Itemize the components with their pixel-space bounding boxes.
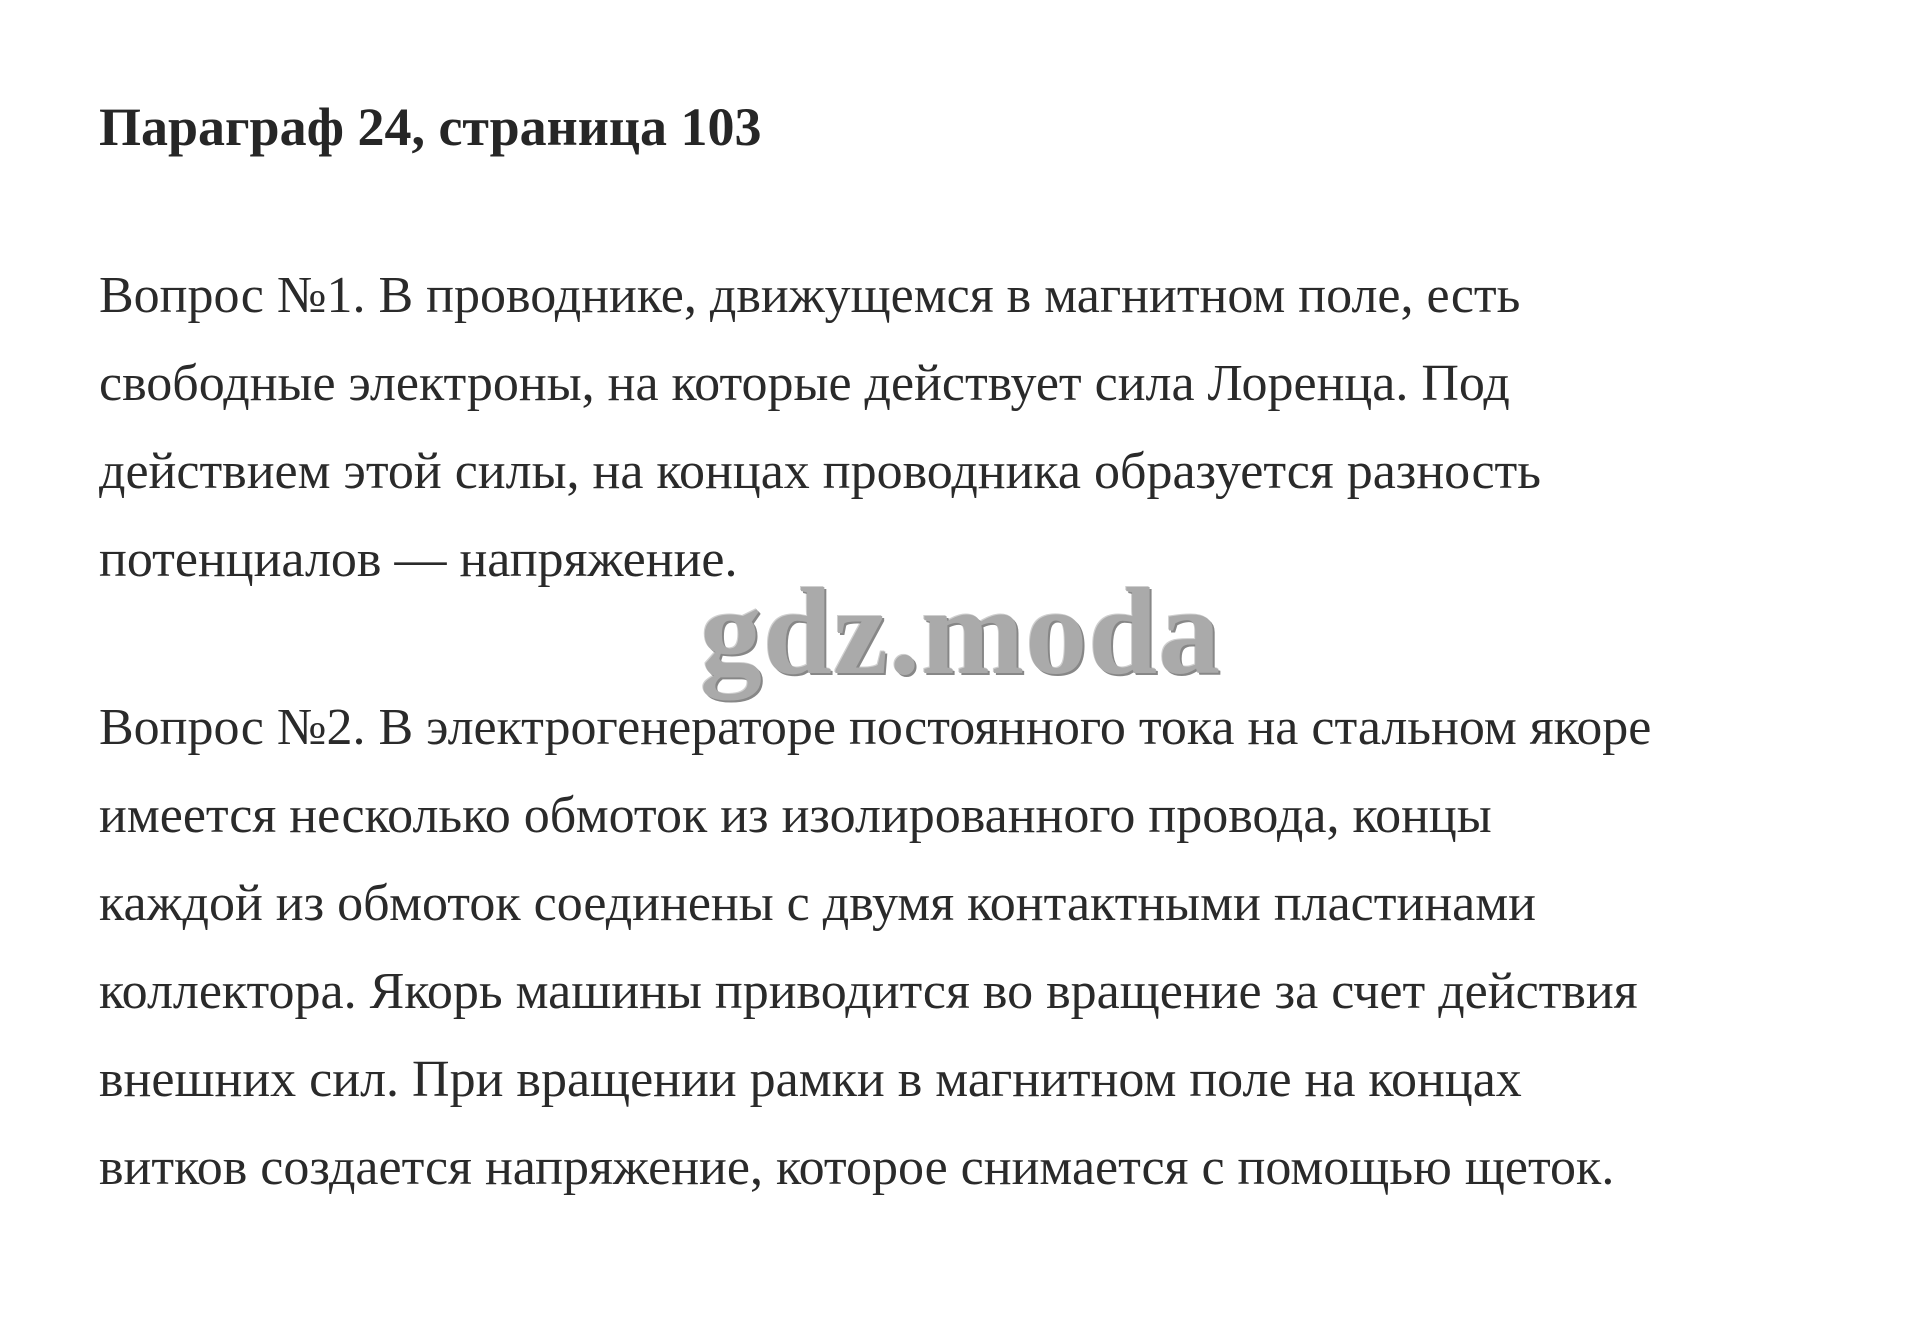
answer-2-line: имеется несколько обмоток из изолированного провода, концы — [99, 787, 1492, 844]
answer-question-2 — [99, 684, 1651, 1212]
answer-question-1 — [99, 252, 1541, 604]
watermark-logo: gdz.moda — [700, 563, 1222, 700]
answer-2-line: внешних сил. При вращении рамки в магнитном поле на концах — [99, 1051, 1522, 1108]
answer-1-line: свободные электроны, на которые действует сила Лоренца. Под — [99, 355, 1510, 412]
page-heading: Параграф 24, страница 103 — [99, 97, 762, 157]
answer-2-line: витков создается напряжение, которое снимается с помощью щеток. — [99, 1139, 1615, 1196]
answer-2-line: Вопрос №2. В электрогенераторе постоянного тока на стальном якоре — [99, 699, 1652, 756]
answer-2-line: каждой из обмоток соединены с двумя контактными пластинами — [99, 875, 1536, 932]
answer-1-line: потенциалов — напряжение. — [99, 531, 738, 588]
answer-1-line: действием этой силы, на концах проводника образуется разность — [99, 443, 1541, 500]
answer-2-line: коллектора. Якорь машины приводится во вращение за счет действия — [99, 963, 1638, 1020]
answer-1-line: Вопрос №1. В проводнике, движущемся в магнитном поле, есть — [99, 267, 1521, 324]
